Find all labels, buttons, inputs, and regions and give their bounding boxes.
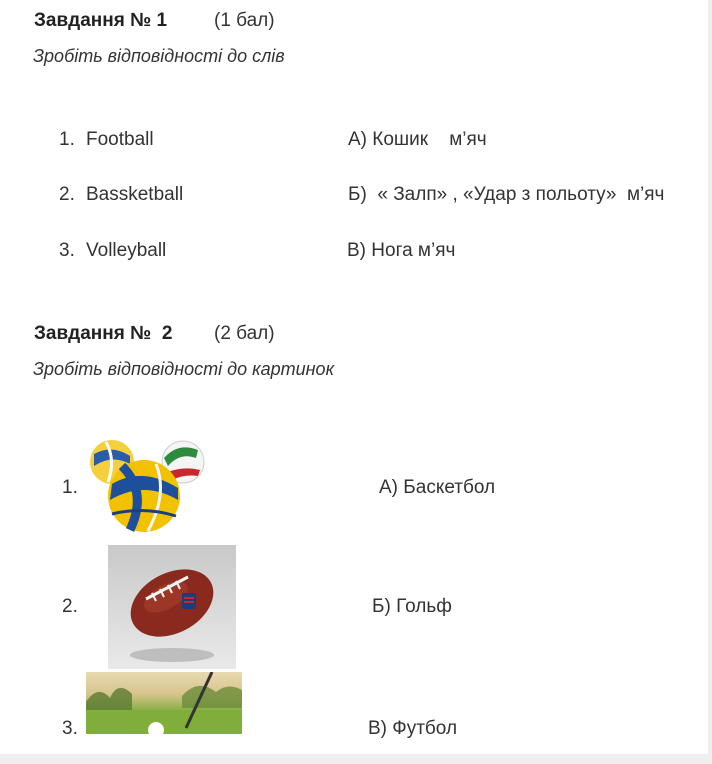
task1-right-item-a: А) Кошик м’яч — [348, 129, 487, 150]
task1-left-item-3: Volleyball — [86, 240, 167, 261]
task2-right-item-b: Б) Гольф — [372, 596, 452, 617]
task1-left-item-2: Bassketball — [86, 184, 184, 205]
task2-left-num-1: 1. — [62, 477, 78, 498]
task2-title: Завдання № 2 — [34, 323, 173, 344]
task1-points: (1 бал) — [214, 10, 275, 31]
volleyball-large — [108, 460, 180, 532]
page-right-border — [708, 0, 712, 764]
task2-left-num-3: 3. — [62, 718, 78, 739]
task1-right-item-b: Б) « Залп» , «Удар з польоту» м’яч — [348, 184, 665, 205]
task1-left-num-3: 3. — [59, 240, 75, 261]
task2-points: (2 бал) — [214, 323, 275, 344]
task2-instruction: Зробіть відповідності до картинок — [33, 359, 335, 379]
task2-right-item-c: В) Футбол — [368, 718, 458, 739]
american-football-image — [108, 545, 236, 669]
task1-left-num-2: 2. — [59, 184, 75, 205]
task1-title: Завдання № 1 — [34, 10, 168, 31]
task2-left-num-2: 2. — [62, 596, 78, 617]
golf-image — [86, 672, 242, 734]
task1-left-num-1: 1. — [59, 129, 75, 150]
page-bottom-border — [0, 754, 712, 764]
task1-instruction: Зробіть відповідності до слів — [33, 46, 285, 66]
task2-right-item-a: А) Баскетбол — [379, 477, 496, 498]
volleyballs-image — [86, 436, 210, 534]
task1-left-item-1: Football — [86, 129, 154, 150]
task1-right-item-c: В) Нога м’яч — [347, 240, 456, 261]
